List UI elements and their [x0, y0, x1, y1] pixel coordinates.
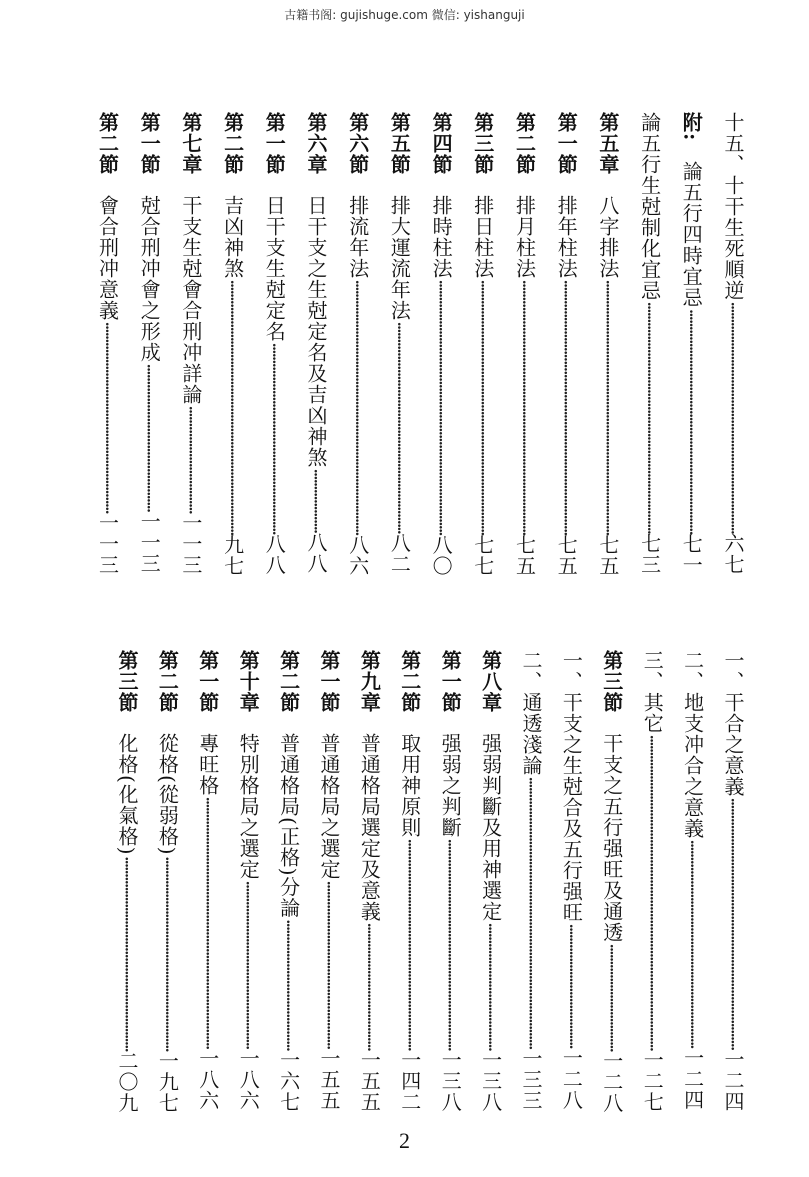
toc-entry: [305, 112, 327, 575]
toc-entry: [555, 112, 577, 575]
toc-title: 會合刑冲意義: [95, 195, 120, 321]
toc-leader-dots: ············································································: [470, 279, 495, 535]
toc-label: 第三節: [115, 650, 139, 713]
toc-leader-dots: ·····································: [559, 923, 584, 1048]
toc-entry: [722, 650, 744, 1112]
toc-page-number: 二〇九: [115, 1050, 139, 1114]
toc-title: 排日柱法: [470, 195, 495, 279]
toc-entry: [520, 650, 542, 1112]
toc-entry: [278, 650, 300, 1112]
toc-page-number: 一一三: [178, 512, 203, 576]
toc-leader-dots: ············································································: [345, 279, 370, 535]
toc-page-number: 一二八: [559, 1047, 584, 1111]
toc-entry: [601, 650, 623, 1112]
toc-entry: [680, 112, 702, 575]
toc-title: 排時柱法: [429, 195, 454, 279]
toc-page-number: 七一: [679, 533, 704, 576]
toc-label: 第一節: [438, 650, 463, 713]
toc-entry: [480, 650, 502, 1112]
toc-entry: [430, 112, 452, 575]
toc-label: 第一節: [262, 112, 287, 175]
toc-entry: [597, 112, 619, 575]
toc-title: 尅合刑冲會之形成: [137, 195, 162, 363]
toc-title: 干支生尅會合刑冲詳論: [178, 195, 203, 405]
toc-title: 專旺格: [195, 733, 220, 796]
source-watermark: 古籍书阁: gujishuge.com 微信: yishanguji: [284, 8, 525, 22]
toc-label: 第五章: [595, 112, 620, 175]
toc-leader-dots: ··························································: [115, 855, 139, 1051]
toc-entry: [641, 650, 663, 1112]
toc-leader-dots: ······································: [357, 922, 382, 1050]
toc-leader-dots: ············································: [137, 363, 162, 511]
toc-page-number: 一三八: [438, 1049, 463, 1113]
toc-leader-dots: ············································································: [512, 279, 537, 535]
toc-entry: [156, 650, 178, 1112]
toc-page-number: 八六: [345, 534, 370, 577]
toc-entry: [180, 112, 202, 575]
toc-title: 吉凶神煞: [220, 195, 245, 279]
toc-title: 普通格局之選定: [317, 733, 341, 880]
toc-page-number: 一一三: [137, 510, 162, 574]
toc-title: 一、干支之生尅合及五行强旺: [559, 650, 584, 923]
toc-page-number: 七三: [637, 532, 662, 575]
toc-title: 論五行生尅制化宜忌: [637, 112, 662, 301]
toc-page-number: 一二四: [680, 1047, 705, 1111]
toc-entry: [399, 650, 421, 1112]
toc-label: 第一節: [137, 112, 162, 175]
toc-entry: [263, 112, 285, 575]
toc-label: 第七章: [178, 112, 203, 175]
toc-page-number: 八〇: [429, 534, 454, 577]
toc-leader-dots: ······························································································: [640, 734, 665, 1050]
toc-page-number: 八八: [262, 533, 287, 576]
toc-entry: [560, 650, 582, 1112]
toc-leader-dots: ······························································: [680, 839, 705, 1048]
toc-label: 第一節: [195, 650, 220, 713]
toc-leader-dots: ··················································: [236, 880, 261, 1048]
toc-label: 第一節: [317, 650, 341, 713]
toc-label: 第二節: [276, 650, 301, 713]
toc-label: 第二節: [155, 650, 180, 713]
toc-entry: [138, 112, 160, 575]
toc-entry: [197, 650, 219, 1112]
toc-page-number: 一八六: [236, 1047, 261, 1111]
toc-leader-dots: ···········································································: [195, 796, 220, 1048]
toc-leader-dots: ···················: [304, 468, 328, 532]
toc-title: 强弱之判斷: [438, 733, 463, 838]
toc-label: 第六章: [304, 112, 328, 175]
toc-title: 一、干合之意義: [721, 650, 745, 797]
toc-label: 第二節: [95, 112, 120, 175]
toc-title: 二、地支冲合之意義: [680, 650, 705, 839]
toc-label: 第二節: [512, 112, 537, 175]
toc-leader-dots: ·························································: [262, 342, 287, 534]
toc-leader-dots: ·························································: [95, 321, 120, 513]
toc-title: 排流年法: [345, 195, 370, 279]
toc-entry: [318, 650, 340, 1112]
toc-leader-dots: ···········································································: [721, 797, 745, 1049]
toc-page-number: 八八: [304, 531, 328, 574]
toc-page-number: 一八六: [195, 1047, 220, 1111]
toc-entry: [358, 650, 380, 1112]
toc-entry: [116, 650, 138, 1112]
toc-leader-dots: ··························································: [155, 855, 180, 1051]
toc-title: 從格(從弱格): [155, 733, 180, 856]
toc-leader-dots: ············································································: [554, 279, 579, 535]
toc-label: 第六節: [345, 112, 370, 175]
toc-title: 普通格局選定及意義: [357, 733, 382, 922]
toc-title: 化格(化氣格): [115, 733, 139, 856]
toc-leader-dots: ···································································: [679, 308, 704, 534]
toc-label: 第五節: [387, 112, 412, 175]
toc-leader-dots: ·····································································: [721, 301, 745, 533]
toc-leader-dots: ································: [599, 943, 624, 1051]
toc-leader-dots: ·······························································: [438, 838, 463, 1050]
toc-entry: [722, 112, 744, 575]
toc-leader-dots: ·······························································: [387, 321, 412, 533]
toc-label: 第二節: [220, 112, 245, 175]
toc-title: 八字排法: [595, 195, 620, 279]
toc-entry: [639, 112, 661, 575]
toc-title: 特別格局之選定: [236, 733, 261, 880]
toc-title: 排年柱法: [554, 195, 579, 279]
toc-page-number: 七五: [512, 534, 537, 577]
toc-label: 第三節: [470, 112, 495, 175]
toc-title: 排月柱法: [512, 195, 537, 279]
toc-leader-dots: ······································: [478, 922, 503, 1050]
toc-leader-dots: ············································································: [595, 279, 620, 535]
toc-page-number: 八二: [387, 532, 412, 575]
toc-leader-dots: ·······························································: [397, 838, 422, 1050]
toc-page-number: 一五五: [317, 1047, 341, 1111]
toc-entry: [97, 112, 119, 575]
toc-leader-dots: ············································································: [220, 279, 245, 535]
toc-page-number: 一六七: [276, 1049, 301, 1113]
toc-page-number: 一五五: [357, 1049, 382, 1113]
toc-label: 第二節: [397, 650, 422, 713]
toc-entry: [347, 112, 369, 575]
toc-page-number: 一四二: [397, 1049, 422, 1113]
toc-label: 第八章: [478, 650, 503, 713]
toc-title: 普通格局(正格)分論: [276, 733, 301, 919]
toc-page-number: 一二八: [599, 1050, 624, 1114]
toc-leader-dots: ·················································································: [519, 776, 543, 1048]
toc-title: 日干支之生尅定名及吉凶神煞: [304, 195, 328, 468]
toc-page-number: 九七: [220, 534, 245, 577]
toc-leader-dots: ············································································: [429, 279, 454, 535]
toc-page-number: 一二七: [640, 1049, 665, 1113]
toc-page-number: 一一三: [95, 512, 120, 576]
toc-page-number: 七五: [595, 534, 620, 577]
toc-entry: [439, 650, 461, 1112]
toc-title: 取用神原則: [397, 733, 422, 838]
toc-title: 三、其它: [640, 650, 665, 734]
toc-title: 排大運流年法: [387, 195, 412, 321]
toc-entry: [388, 112, 410, 575]
toc-label: 第九章: [357, 650, 382, 713]
toc-title: 干支之五行强旺及通透: [599, 733, 624, 943]
toc-page-number: 一三三: [519, 1047, 543, 1111]
toc-page-number: 一三八: [478, 1049, 503, 1113]
toc-label: 第三節: [599, 650, 624, 713]
toc-title: 强弱判斷及用神選定: [478, 733, 503, 922]
toc-entry: [237, 650, 259, 1112]
toc-entry: [222, 112, 244, 575]
page-number: 2: [399, 1128, 410, 1153]
toc-label: 第一節: [554, 112, 579, 175]
toc-leader-dots: ·····································································: [637, 301, 662, 533]
toc-leader-dots: ································: [178, 405, 203, 513]
toc-title: 十五、十干生死順逆: [721, 112, 745, 301]
toc-label: 第四節: [429, 112, 454, 175]
toc-title: 二、通透淺論: [519, 650, 543, 776]
toc-page-number: 一九七: [155, 1050, 180, 1114]
toc-label: 附:: [679, 112, 704, 142]
toc-title: 日干支生尅定名: [262, 195, 287, 342]
toc-page-number: 一二四: [721, 1048, 745, 1112]
toc-page-number: 六七: [721, 532, 745, 575]
toc-entry: [472, 112, 494, 575]
toc-title: 論五行四時宜忌: [679, 161, 704, 309]
toc-leader-dots: ·······································: [276, 918, 301, 1050]
toc-entry: [682, 650, 704, 1112]
toc-leader-dots: ··················································: [317, 880, 341, 1048]
toc-page-number: 七五: [554, 534, 579, 577]
toc-label: 第十章: [236, 650, 261, 713]
toc-page-number: 七七: [470, 534, 495, 577]
toc-entry: [514, 112, 536, 575]
